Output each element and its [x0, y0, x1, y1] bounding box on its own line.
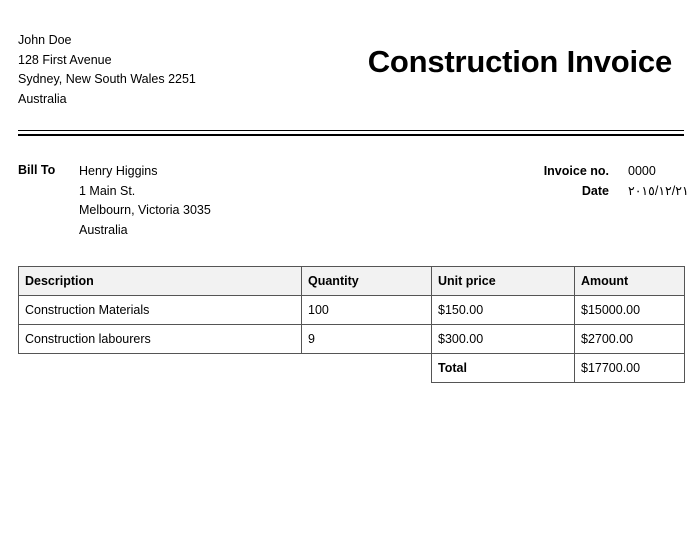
column-header-quantity: Quantity	[302, 267, 432, 296]
sender-address	[18, 31, 196, 110]
cell-description: Construction Materials	[19, 296, 302, 325]
invoice-number-label: Invoice no.	[543, 164, 609, 178]
invoice-date: ٢٠١٥/١٢/٢١	[628, 183, 689, 198]
cell-description: Construction labourers	[19, 325, 302, 354]
table-header-row	[19, 267, 685, 296]
total-label: Total	[432, 354, 575, 383]
cell-quantity: 9	[302, 325, 432, 354]
column-header-description: Description	[19, 267, 302, 296]
total-value: $17700.00	[575, 354, 685, 383]
cell-amount: $15000.00	[575, 296, 685, 325]
total-row-spacer	[19, 354, 432, 383]
column-header-amount: Amount	[575, 267, 685, 296]
bill-to-country: Australia	[79, 223, 128, 238]
bill-to-name: Henry Higgins	[79, 164, 158, 178]
bill-to-address-line1: 1 Main St.	[79, 183, 136, 198]
sender-address-line2: Sydney, New South Wales 2251	[18, 72, 196, 87]
invoice-date-label: Date	[581, 183, 609, 198]
column-header-unit-price: Unit price	[432, 267, 575, 296]
header-divider-thick	[18, 134, 684, 136]
bill-to-address-line2: Melbourn, Victoria 3035	[79, 203, 211, 218]
invoice-number: 0000	[628, 164, 656, 178]
document-title: Construction Invoice	[367, 44, 672, 79]
cell-quantity: 100	[302, 296, 432, 325]
table-row	[19, 325, 685, 354]
total-row	[19, 354, 685, 383]
cell-unit-price: $150.00	[432, 296, 575, 325]
cell-amount: $2700.00	[575, 325, 685, 354]
bill-to-label: Bill To	[18, 163, 56, 177]
header-divider-thin	[18, 130, 684, 131]
line-items-table	[18, 266, 685, 383]
sender-country: Australia	[18, 92, 67, 107]
sender-address-line1: 128 First Avenue	[18, 52, 112, 67]
invoice-meta	[519, 162, 689, 201]
sender-name: John Doe	[18, 33, 72, 47]
table-row	[19, 296, 685, 325]
cell-unit-price: $300.00	[432, 325, 575, 354]
bill-to-address	[79, 162, 211, 241]
